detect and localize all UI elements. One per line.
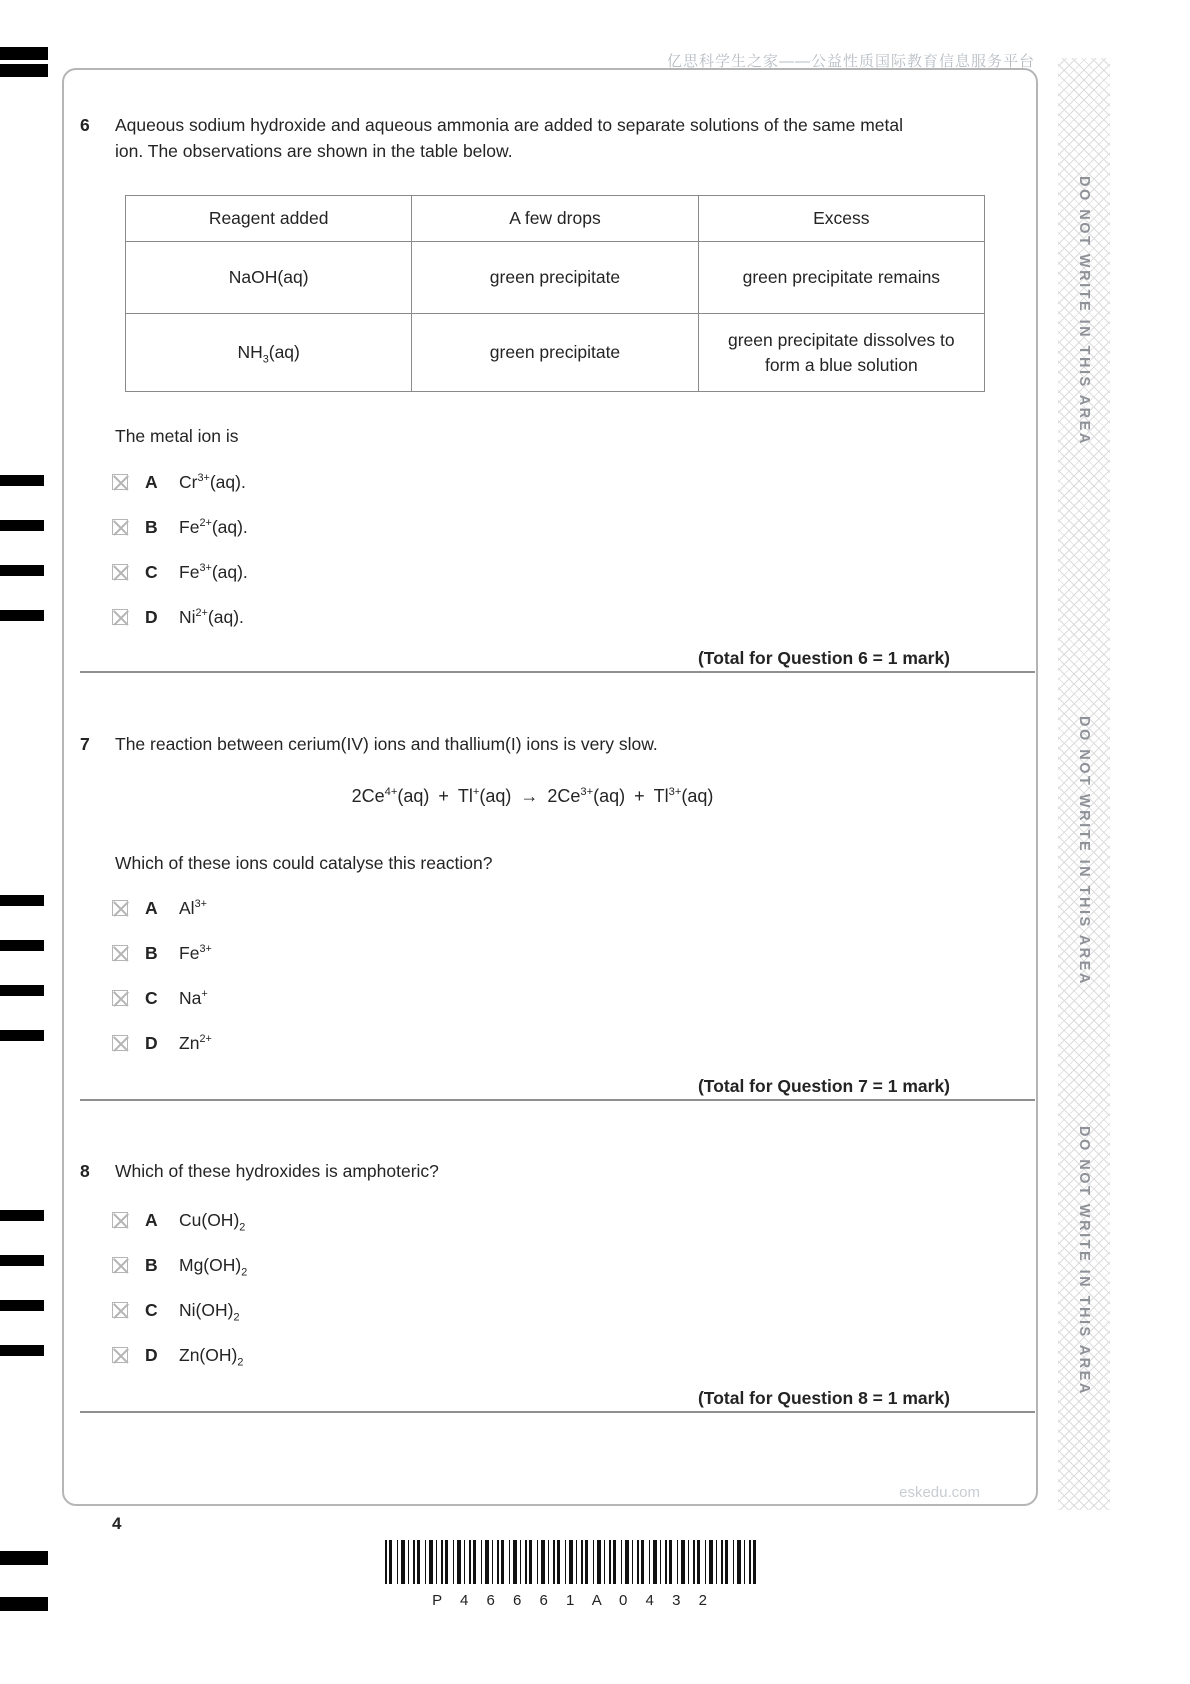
question-8-header: [80, 1158, 985, 1184]
q8-options: [112, 1208, 247, 1388]
divider: [80, 1411, 1035, 1413]
registration-mark: [0, 940, 44, 951]
registration-mark: [0, 47, 48, 60]
barcode: [385, 1540, 760, 1584]
answer-checkbox[interactable]: [112, 564, 128, 580]
registration-mark: [0, 475, 44, 486]
option-row: [112, 896, 212, 920]
option-letter: A: [145, 1209, 158, 1230]
option-letter: A: [145, 471, 158, 492]
registration-mark: [0, 1597, 48, 1611]
option-text: $Cr^{3+}(aq)$.: [179, 471, 246, 492]
answer-checkbox[interactable]: [112, 1347, 128, 1363]
registration-mark: [0, 565, 44, 576]
table-header-cell: Excess: [698, 196, 984, 242]
question-6-header: [80, 112, 985, 164]
q7-total: (Total for Question 7 = 1 mark): [697, 1076, 950, 1096]
option-row: [112, 470, 248, 494]
table-header-cell: Reagent added: [126, 196, 412, 242]
option-letter: C: [145, 1299, 158, 1320]
answer-checkbox[interactable]: [112, 1302, 128, 1318]
option-row: [112, 1298, 247, 1322]
option-text: $Mg(OH)_2$: [179, 1254, 248, 1278]
option-row: [112, 1253, 247, 1277]
registration-mark: [0, 1030, 44, 1041]
q6-stem: The metal ion is: [115, 426, 239, 446]
bottom-watermark: eskedu.com: [899, 1484, 980, 1501]
question-prompt: The reaction between cerium(IV) ions and thallium(I) ions is very slow.: [115, 734, 658, 754]
registration-mark: [0, 1345, 44, 1356]
do-not-write-text: DO NOT WRITE IN THIS AREA: [1076, 716, 1092, 986]
question-7-header: [80, 731, 985, 757]
answer-checkbox[interactable]: [112, 519, 128, 535]
option-text: Na+: [179, 987, 208, 1008]
option-row: [112, 941, 212, 965]
option-text: $Zn^{2+}$: [179, 1032, 212, 1053]
option-letter: B: [145, 942, 158, 963]
table-cell: $NH_3(aq)$: [126, 314, 412, 392]
option-text: $Al^{3+}$: [179, 897, 207, 918]
answer-checkbox[interactable]: [112, 1257, 128, 1273]
q6-total: (Total for Question 6 = 1 mark): [697, 648, 950, 668]
table-cell: green precipitate remains: [698, 242, 984, 314]
question-number: 6: [80, 115, 90, 135]
option-row: [112, 605, 248, 629]
option-text: $Fe^{2+}(aq)$.: [179, 516, 248, 537]
do-not-write-strip: [1058, 58, 1110, 1510]
option-letter: B: [145, 516, 158, 537]
table-cell: green precipitate: [412, 242, 698, 314]
do-not-write-text: DO NOT WRITE IN THIS AREA: [1076, 1126, 1092, 1396]
do-not-write-text: DO NOT WRITE IN THIS AREA: [1076, 176, 1092, 446]
option-text: $Cu(OH)_2$: [179, 1209, 246, 1233]
divider: [80, 1099, 1035, 1101]
option-row: [112, 986, 212, 1010]
answer-checkbox[interactable]: [112, 1035, 128, 1051]
registration-mark: [0, 610, 44, 621]
question-prompt: Aqueous sodium hydroxide and aqueous ammonia are added to separate solutions of the same metal ion. The observations are shown in the table below.: [115, 115, 903, 161]
table-cell: green precipitate: [412, 314, 698, 392]
registration-mark: [0, 1255, 44, 1266]
answer-checkbox[interactable]: [112, 609, 128, 625]
answer-checkbox[interactable]: [112, 990, 128, 1006]
option-row: [112, 1343, 247, 1367]
registration-mark: [0, 985, 44, 996]
observations-table: [125, 195, 985, 392]
page-number: 4: [112, 1514, 122, 1533]
registration-mark: [0, 1300, 44, 1311]
option-letter: D: [145, 606, 158, 627]
question-number: 8: [80, 1161, 90, 1181]
option-row: [112, 1031, 212, 1055]
option-letter: B: [145, 1254, 158, 1275]
table-header-cell: A few drops: [412, 196, 698, 242]
q7-stem: Which of these ions could catalyse this reaction?: [115, 853, 493, 873]
top-watermark: 亿思科学生之家——公益性质国际教育信息服务平台: [666, 53, 1035, 70]
q6-options: [112, 470, 248, 650]
option-text: $Zn(OH)_2$: [179, 1344, 244, 1368]
registration-mark: [0, 1210, 44, 1221]
table-cell: NaOH(aq): [126, 242, 412, 314]
answer-checkbox[interactable]: [112, 945, 128, 961]
option-letter: D: [145, 1032, 158, 1053]
chemical-equation: $2Ce^{4+}(aq)$ + Tl+(aq) → $2Ce^{3+}(aq)$ + $Tl^{3+}(aq)$: [351, 786, 714, 806]
registration-mark: [0, 1551, 48, 1565]
option-letter: A: [145, 897, 158, 918]
answer-checkbox[interactable]: [112, 474, 128, 490]
option-row: [112, 1208, 247, 1232]
registration-mark: [0, 64, 48, 77]
barcode-text: P 4 6 6 6 1 A 0 4 3 2: [432, 1592, 714, 1609]
registration-mark: [0, 520, 44, 531]
option-text: $Fe^{3+}(aq)$.: [179, 561, 248, 582]
option-text: $Fe^{3+}$: [179, 942, 212, 963]
option-text: $Ni(OH)_2$: [179, 1299, 240, 1323]
option-letter: C: [145, 561, 158, 582]
divider: [80, 671, 1035, 673]
q8-total: (Total for Question 8 = 1 mark): [697, 1388, 950, 1408]
answer-checkbox[interactable]: [112, 1212, 128, 1228]
option-letter: D: [145, 1344, 158, 1365]
option-letter: C: [145, 987, 158, 1008]
option-row: [112, 560, 248, 584]
q7-options: [112, 896, 212, 1076]
option-text: $Ni^{2+}(aq)$.: [179, 606, 244, 627]
answer-checkbox[interactable]: [112, 900, 128, 916]
option-row: [112, 515, 248, 539]
question-number: 7: [80, 734, 90, 754]
registration-mark: [0, 895, 44, 906]
question-prompt: Which of these hydroxides is amphoteric?: [115, 1161, 439, 1181]
table-cell: green precipitate dissolves to form a blue solution: [698, 314, 984, 392]
